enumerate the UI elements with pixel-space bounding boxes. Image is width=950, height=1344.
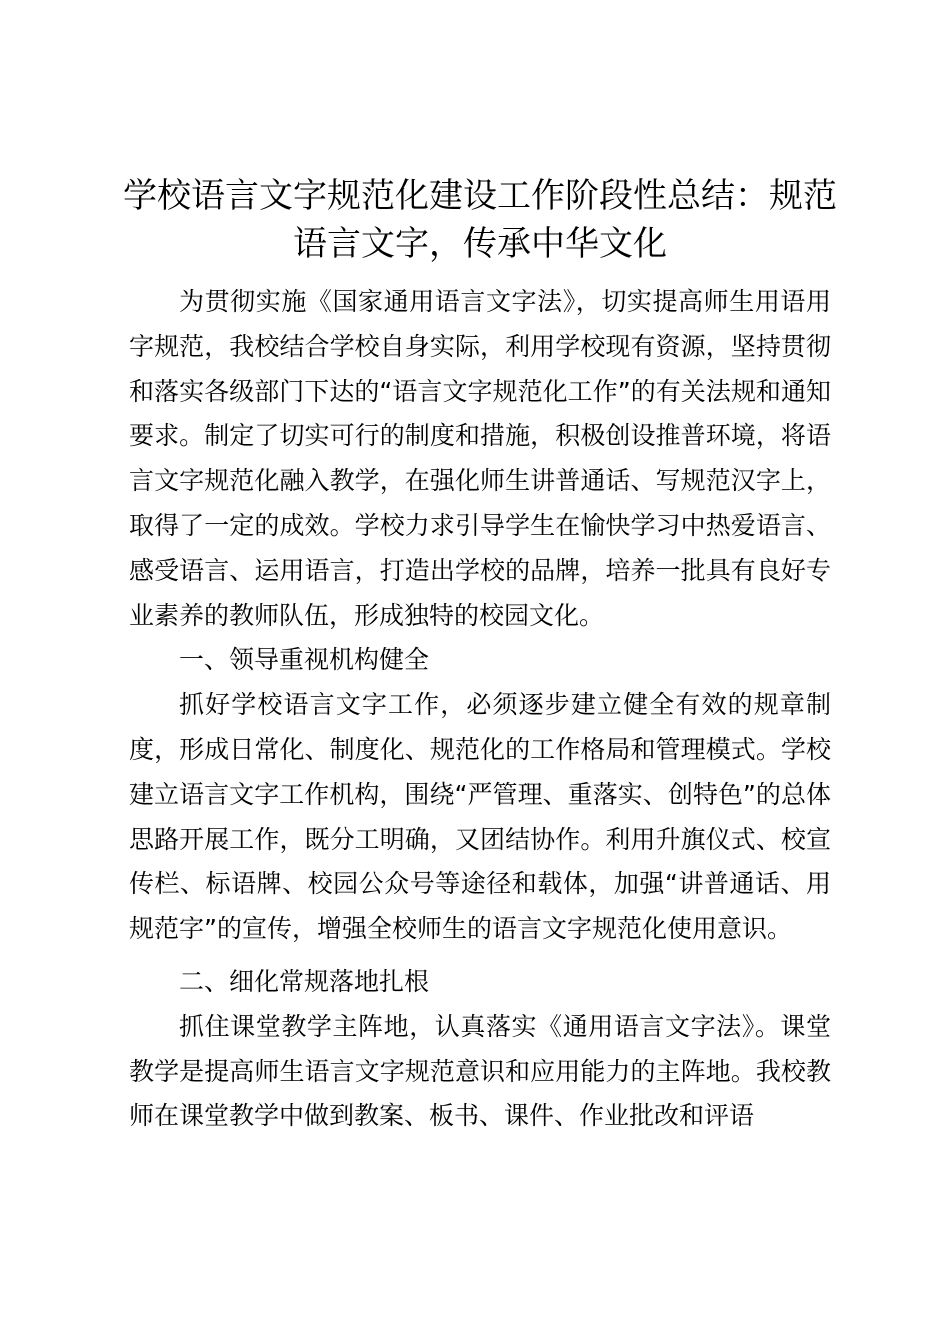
intro-paragraph: 为贯彻实施《国家通用语言文字法》，切实提高师生用语用字规范，我校结合学校自身实际，利用学校现有资源，坚持贯彻和落实各级部门下达的“语言文字规范化工作”的有关法规和通知要求。制定了切实可行的制度和措施，积极创设推普环境，将语言文字规范化融入教学，在强化师生讲普通话、写规范汉字上，取得了一定的成效。学校力求引导学生在愉快学习中热爱语言、感受语言、运用语言，打造出学校的品牌，培养一批具有良好专业素养的教师队伍，形成独特的校园文化。 [129,287,831,630]
paragraph-spacer [129,952,831,960]
section-heading-2: 二、细化常规落地扎根 [179,966,430,996]
section-2-paragraph: 抓住课堂教学主阵地，认真落实《通用语言文字法》。课堂教学是提高师生语言文字规范意识和应用能力的主阵地。我校教师在课堂教学中做到教案、板书、课件、作业批改和评语 [129,1011,831,1131]
section-heading-1: 一、领导重视机构健全 [179,645,430,675]
section-1-paragraph: 抓好学校语言文字工作，必须逐步建立健全有效的规章制度，形成日常化、制度化、规范化的工作格局和管理模式。学校建立语言文字工作机构，围绕“严管理、重落实、创特色”的总体思路开展工作，既分工明确，又团结协作。利用升旗仪式、校宣传栏、标语牌、校园公众号等途径和载体，加强“讲普通话、用规范字”的宣传，增强全校师生的语言文字规范化使用意识。 [129,690,831,944]
document-body [129,280,831,1139]
document-title: 学校语言文字规范化建设工作阶段性总结：规范语言文字，传承中华文化 [123,176,837,264]
